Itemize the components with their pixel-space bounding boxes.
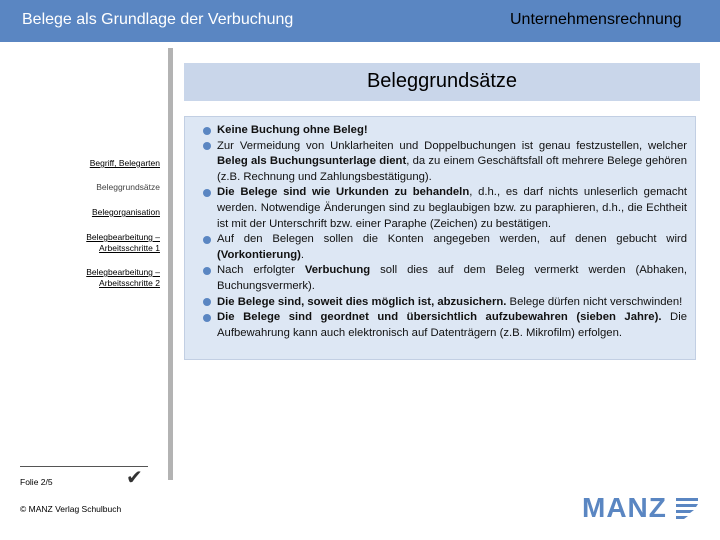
slide-number: Folie 2/5 bbox=[20, 477, 53, 487]
bullet-item: Die Belege sind geordnet und übersichtlich aufzubewahren (sieben Jahre). Die Aufbewahrung kann auch elektronisch auf Datenträgern (z.B. Mikrofilm) erfolgen. bbox=[203, 310, 687, 341]
bullet-item: Zur Vermeidung von Unklarheiten und Doppelbuchungen ist genau festzustellen, welcher Beleg als Buchungsunterlage dient, da zu einem Geschäftsfall oft mehrere Belege gehören (z.B. Rechnung und Zahlungsbestätigung). bbox=[203, 139, 687, 186]
bullet-item: Keine Buchung ohne Beleg! bbox=[203, 123, 687, 139]
nav-item-belegbearbeitung-2[interactable]: Belegbearbeitung – Arbeitsschritte 2 bbox=[86, 267, 160, 288]
checkmark-icon: ✔ bbox=[126, 467, 143, 489]
section-title: Beleggrundsätze bbox=[184, 63, 700, 101]
bullet-item: Nach erfolgter Verbuchung soll dies auf dem Beleg vermerkt werden (Abhaken, Buchungsvermerk). bbox=[203, 263, 687, 294]
vertical-divider bbox=[168, 48, 173, 480]
subject-title: Unternehmensrechnung bbox=[510, 11, 682, 28]
logo-text: MANZ bbox=[582, 492, 667, 523]
content-box bbox=[184, 116, 696, 360]
manz-logo-mark-icon bbox=[674, 496, 700, 520]
header-bar bbox=[0, 0, 720, 42]
nav-item-belegbearbeitung-1[interactable]: Belegbearbeitung – Arbeitsschritte 1 bbox=[86, 232, 160, 253]
bullet-list bbox=[203, 123, 687, 341]
nav-item-beleggrundsaetze[interactable]: Beleggrundsätze bbox=[96, 182, 160, 192]
presentation-title: Belege als Grundlage der Verbuchung bbox=[22, 11, 294, 28]
bullet-item: Auf den Belegen sollen die Konten angegeben werden, auf denen gebucht wird (Vorkontierung). bbox=[203, 232, 687, 263]
nav-item-belegorganisation[interactable]: Belegorganisation bbox=[91, 207, 160, 217]
manz-logo bbox=[582, 494, 702, 524]
bullet-item: Die Belege sind, soweit dies möglich ist, abzusichern. Belege dürfen nicht verschwinden! bbox=[203, 295, 687, 311]
nav-item-begriff-belegarten[interactable]: Begriff, Belegarten bbox=[89, 158, 160, 168]
copyright-text: © MANZ Verlag Schulbuch bbox=[20, 504, 122, 514]
bullet-item: Die Belege sind wie Urkunden zu behandeln, d.h., es darf nichts unleserlich gemacht werden. Notwendige Änderungen sind zu beglaubigen bzw. zu paraphieren, d.h., die Echtheit ist mit der Unterschrift bzw. einer Paraphe (Zeichen) zu bestätigen. bbox=[203, 185, 687, 232]
